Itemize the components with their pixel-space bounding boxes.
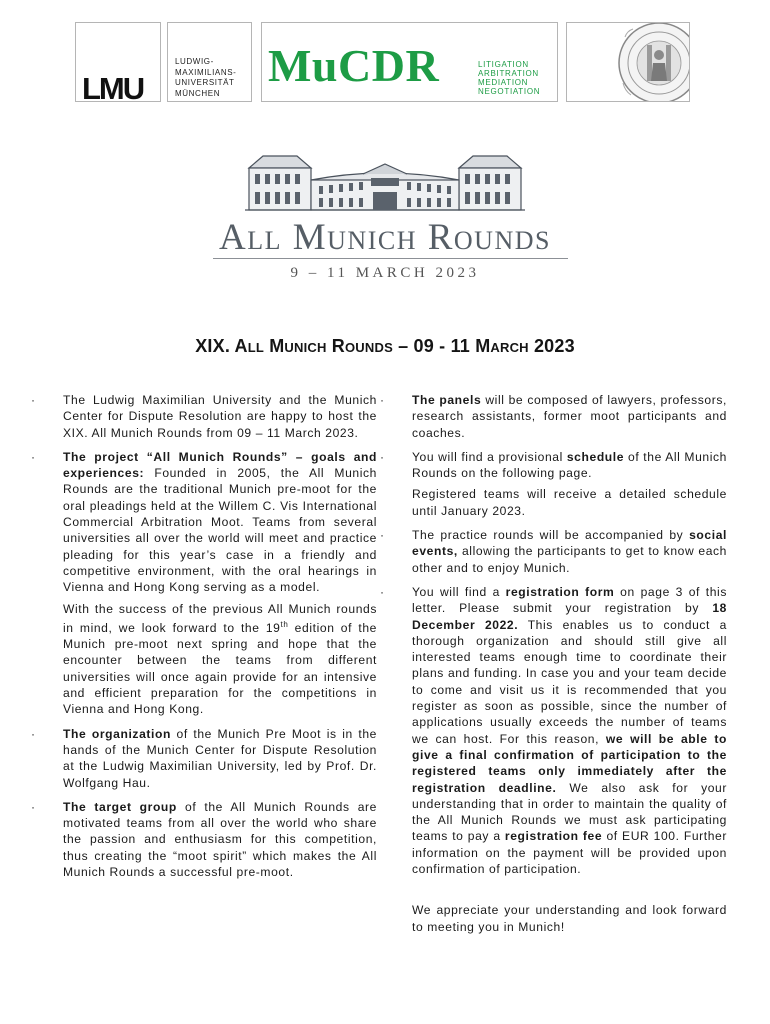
- paragraph: [63, 726, 377, 791]
- item-heading: The target group: [63, 799, 177, 814]
- item-text: of the All Munich Rounds on the following page.: [412, 449, 727, 481]
- item-text: allowing the participants to get to know each other and to enjoy Munich.: [412, 544, 727, 575]
- building-illustration: [245, 148, 525, 212]
- superscript: th: [280, 619, 289, 629]
- banner-title: All Munich Rounds: [219, 217, 551, 258]
- item-text: on page 3 of this letter. Please submit your registration by: [412, 584, 727, 616]
- item-emphasis: registration fee: [504, 829, 603, 844]
- item-heading: The organization: [63, 726, 171, 741]
- bullet: ·: [380, 584, 385, 599]
- lmu-name-block: [167, 22, 252, 102]
- university-seal: [566, 22, 690, 102]
- seal-icon: [567, 23, 690, 102]
- tagline-line: ARBITRATION: [478, 69, 539, 78]
- lmu-line: MAXIMILIANS-: [175, 67, 237, 77]
- tagline-line: LITIGATION: [478, 60, 529, 69]
- item-text: With the success of the previous All Munich rounds in mind, we look forward to the 19: [63, 601, 377, 635]
- banner-divider: [213, 258, 568, 259]
- list-item: [31, 449, 377, 718]
- mucdr-logo-text: MuCDR: [268, 40, 440, 91]
- bullet: ·: [380, 528, 385, 543]
- paragraph: [412, 527, 727, 576]
- registration-deadline: 18 December 2022.: [412, 601, 727, 632]
- paragraph: [412, 584, 727, 877]
- item-text: of EUR 100. Further information on the payment will be provided upon confirmation of participation.: [412, 829, 728, 877]
- mucdr-logo: [261, 22, 558, 102]
- bullet: ·: [31, 393, 36, 407]
- bullet: ·: [31, 726, 36, 741]
- left-column: [31, 392, 377, 888]
- lmu-logo: [75, 22, 161, 106]
- paragraph: [63, 449, 377, 596]
- tagline-line: MEDIATION: [478, 78, 529, 87]
- item-text: You will find a: [412, 584, 506, 599]
- lmu-line: UNIVERSITÄT: [175, 78, 235, 87]
- item-text: of the All Munich Rounds are motivated teams from all over the world who share the passion and enthusiasm for this competition, thus creating the “moot spirit” which makes the All Munich Rounds a successful pre-moot.: [63, 799, 377, 880]
- lmu-line: LUDWIG-: [175, 57, 214, 66]
- item-heading: The project “All Munich Rounds” – goals and experiences:: [63, 449, 377, 481]
- item-emphasis: we will be able to give a final confirmation of participation to the registered teams only immediately after the registration deadline.: [412, 731, 727, 795]
- list-item: [380, 527, 727, 576]
- list-item: [31, 726, 377, 791]
- bullet: ·: [31, 799, 36, 814]
- banner-dates: 9 – 11 MARCH 2023: [290, 265, 480, 281]
- item-text: will be composed of lawyers, professors, research assistants, former moot participants and coaches.: [412, 393, 727, 440]
- bullet: ·: [380, 449, 385, 464]
- paragraph: [412, 392, 727, 441]
- item-emphasis: social events,: [412, 528, 727, 559]
- item-text: Founded in 2005, the All Munich Rounds are the traditional Munich pre-moot for the oral pleadings held at the Willem C. Vis International Commercial Arbitration Moot. Teams from several universities all over the world will meet and practice pleading for this year’s case in a friendly and competitive environment, with the oral hearings in Vienna and Hong Kong serving as a model.: [63, 466, 377, 595]
- list-item: [380, 392, 727, 441]
- tagline-line: NEGOTIATION: [478, 87, 541, 96]
- paragraph: The Ludwig Maximilian University and the Munich Center for Dispute Resolution are happy to host the XIX. All Munich Rounds from 09 – 11 March 2023.: [63, 393, 377, 440]
- list-item: [31, 392, 377, 441]
- item-text: edition of the Munich pre-moot next spring and hope that the encounter between the teams from different universities will once again provide for an intensive and efficient preparation for the competitions in Vienna and Hong Kong.: [63, 620, 377, 717]
- item-emphasis: schedule: [566, 449, 625, 464]
- item-text: of the Munich Pre Moot is in the hands of the Munich Center for Dispute Resolution at the Ludwig Maximilian University, led by Prof. Dr. Wolfgang Hau.: [63, 726, 377, 790]
- lmu-logo-text: LMU: [82, 71, 144, 106]
- item-text: This enables us to conduct a thorough organization and should still give all interested teams enough time to coordinate their plans and funding. In case you and your team decide to come and visit us it is recommended that you register as soon as possible, since the number of applications usually exceeds the number of teams we can host. For this reason,: [412, 617, 728, 746]
- right-column: [380, 392, 728, 935]
- mucdr-tagline: [478, 60, 540, 96]
- lmu-name-lines: [175, 57, 236, 99]
- item-emphasis: registration form: [505, 584, 615, 599]
- bullet: ·: [31, 449, 36, 464]
- item-text: You will find a provisional: [412, 449, 567, 464]
- paragraph: Registered teams will receive a detailed schedule until January 2023.: [412, 487, 727, 518]
- paragraph: [63, 601, 377, 718]
- list-item: [380, 449, 727, 519]
- bullet: ·: [380, 393, 385, 407]
- item-heading: The panels: [412, 393, 482, 407]
- paragraph: [63, 799, 377, 880]
- closing-note: We appreciate your understanding and look forward to meeting you in Munich!: [412, 903, 727, 934]
- list-item: [31, 799, 377, 880]
- item-text: We also ask for your understanding that in order to maintain the quality of the All Munich Rounds we must ask participating teams to pay a: [412, 780, 728, 844]
- list-item: [380, 584, 728, 877]
- item-text: The practice rounds will be accompanied by: [412, 528, 690, 543]
- lmu-line: MÜNCHEN: [175, 88, 221, 98]
- page-title: XIX. All Munich Rounds – 09 - 11 March 2023: [195, 336, 575, 356]
- paragraph: [412, 449, 727, 482]
